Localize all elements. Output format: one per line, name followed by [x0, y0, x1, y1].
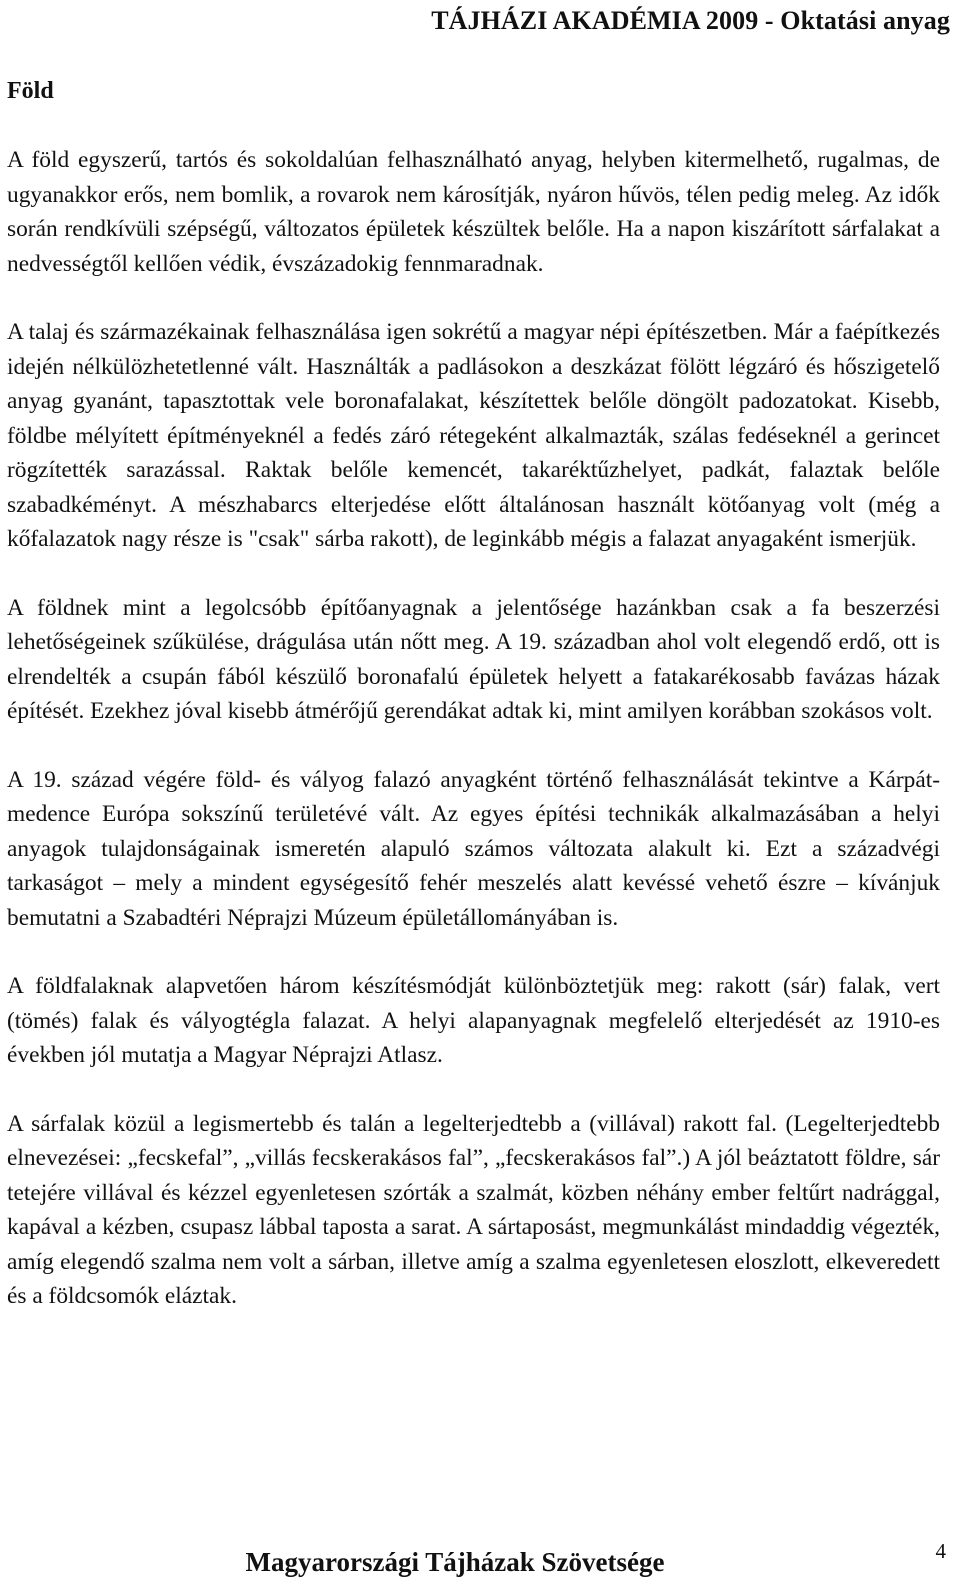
body-text — [7, 143, 940, 1314]
paragraph-19th-century: A 19. század végére föld- és vályog falazó anyagként történő felhasználását tekintve a Kárpát-medence Európa sokszínű területévé vált. Az egyes építési technikák alkalmazásában a helyi anyagok tulajdonságainak ismeretén alapuló számos változata alakult ki. Ezt a századvégi tarkaságot – mely a mindent egységesítő fehér meszelés alatt kevéssé vehető észre – kívánjuk bemutatni a Szabadtéri Néprajzi Múzeum épületállományában is. — [7, 766, 940, 931]
document-footer — [0, 1540, 960, 1584]
page-number: 4 — [935, 1539, 946, 1563]
footer-organization: Magyarországi Tájházak Szövetsége — [245, 1547, 665, 1577]
paragraph-wall-types: A földfalaknak alapvetően három készítésmódját különböztetjük meg: rakott (sár) falak, vert (tömés) falak és vályogtégla falazat. A helyi alapanyagnak megfelelő elterjedését az 1910-es években jól mutatja a Magyar Néprajzi Atlasz. — [7, 973, 940, 1068]
section-title: Föld — [7, 78, 54, 104]
paragraph-soil-usage: A talaj és származékainak felhasználása igen sokrétű a magyar népi építészetben. Már a faépítkezés idején nélkülözhetetlenné vált. Használták a padlásokon a deszkázat fölött légzáró és hőszigetelő anyag gyanánt, tapasztottak vele boronafalakat, készítettek belőle döngölt padozatokat. Kisebb, földbe mélyített építményeknél a fedés záró rétegeként alkalmazták, szálas fedéseknél a gerincet rögzítették sarazással. Raktak belőle kemencét, takaréktűzhelyet, padkát, falaztak belőle szabadkéményt. A mészhabarcs elterjedése előtt általánosan használt kötőanyag volt (még a kőfalazatok nagy része is "csak" sárba rakott), de leginkább mégis a falazat anyagaként ismerjük. — [7, 319, 940, 552]
paragraph-intro: A föld egyszerű, tartós és sokoldalúan felhasználható anyag, helyben kitermelhető, rugalmas, de ugyanakkor erős, nem bomlik, a rovarok nem károsítják, nyáron hűvös, télen pedig meleg. Az idők során rendkívüli szépségű, változatos épületek készültek belőle. Ha a napon kiszárított sárfalakat a nedvességtől kellően védik, évszázadokig fennmaradnak. — [7, 147, 940, 277]
paragraph-mud-walls: A sárfalak közül a legismertebb és talán a legelterjedtebb a (villával) rakott fal. (Legelterjedtebb elnevezései: „fecskefal”, „villás fecskerakásos fal”, „fecskerakásos fal”.) A jól beáztatott földre, sár tetejére villával és kézzel egyenletesen szórták a szalmát, közben néhány ember feltűrt nadrággal, kapával a kézben, csupasz lábbal taposta a sarat. A sártaposást, megmunkálást mindaddig végezték, amíg elegendő szalma nem volt a sárban, illetve amíg a szalma egyenletesen eloszlott, elkeveredett és a földcsomók eláztak. — [7, 1110, 940, 1309]
paragraph-cheap-material: A földnek mint a legolcsóbb építőanyagnak a jelentősége hazánkban csak a fa beszerzési lehetőségeinek szűkülése, drágulása után nőtt meg. A 19. században ahol volt elegendő erdő, ott is elrendelték a csupán fából készülő boronafalú épületek helyett a fatakarékosabb favázas házak építését. Ezekhez jóval kisebb átmérőjű gerendákat adtak ki, mint amilyen korábban szokásos volt. — [7, 594, 940, 724]
document-header: TÁJHÁZI AKADÉMIA 2009 - Oktatási anyag — [431, 6, 950, 35]
